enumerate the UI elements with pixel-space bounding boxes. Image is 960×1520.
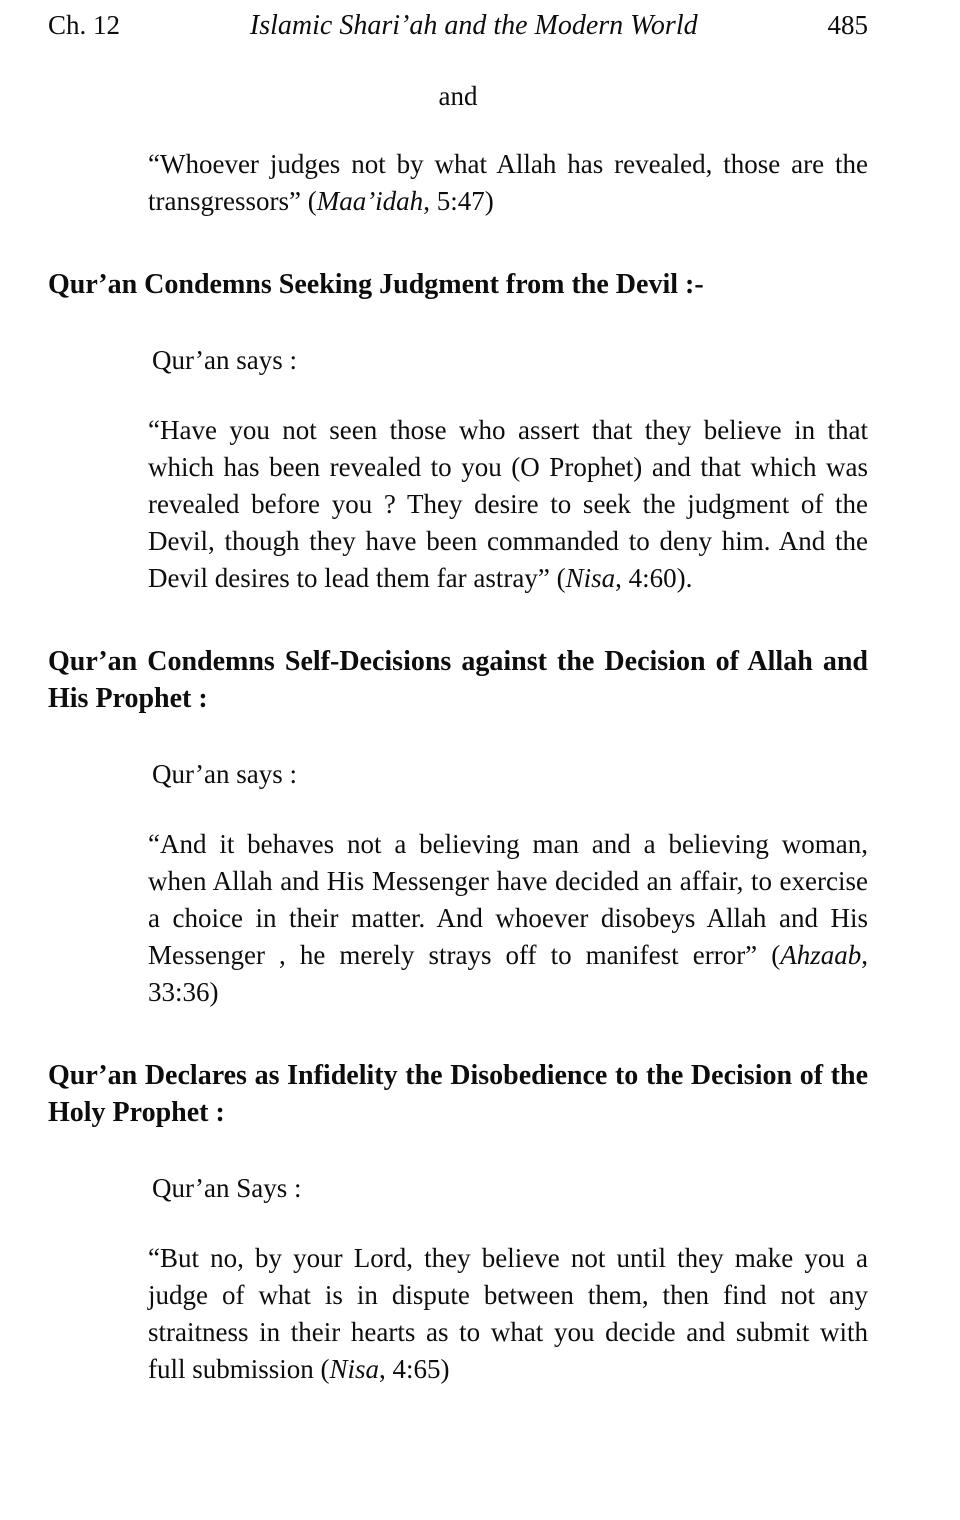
page-number: 485	[827, 10, 868, 40]
quran-says-label: Qur’an Says :	[152, 1173, 302, 1203]
connector-word: and	[438, 81, 478, 111]
quote-source: Nisa	[329, 1354, 380, 1384]
section-heading-devil: Qur’an Condemns Seeking Judgment from the Devil :-	[48, 269, 704, 300]
quote-ref: , 4:65)	[379, 1354, 450, 1384]
quote-text: “Have you not seen those who assert that they believe in that which has been revealed to you (O Prophet) and that which was revealed before you ? They desire to seek the judgment of the Devil, though they have been commanded to deny him. And the Devil desires to lead them far astray” (	[148, 415, 868, 593]
section-heading-self-decisions: Qur’an Condemns Self-Decisions against the Decision of Allah and His Prophet :	[48, 646, 868, 714]
page-header	[48, 8, 868, 43]
quote-text: “And it behaves not a believing man and a believing woman, when Allah and His Messenger have decided an affair, to exercise a choice in their matter. And whoever disobeys Allah and His Messenger , he merely strays off to manifest error” (	[148, 829, 868, 970]
quran-quote-ahzaab-33-36	[148, 826, 868, 1011]
quote-ref: , 5:47)	[423, 186, 494, 216]
quran-quote-nisa-4-60	[148, 412, 868, 597]
quote-text: “Whoever judges not by what Allah has revealed, those are the transgressors” (	[148, 149, 868, 216]
quote-ref: , 4:60).	[615, 563, 693, 593]
quote-ref: , 33:36)	[148, 940, 868, 1007]
quote-source: Nisa	[565, 563, 616, 593]
quote-source: Ahzaab	[780, 940, 862, 970]
quran-says-label: Qur’an says :	[152, 759, 297, 789]
quote-source: Maa’idah	[316, 186, 424, 216]
quran-says-label: Qur’an says :	[152, 345, 297, 375]
quran-quote-nisa-4-65	[148, 1240, 868, 1388]
chapter-label: Ch. 12	[48, 10, 121, 40]
quote-text: “But no, by your Lord, they believe not until they make you a judge of what is in dispute between them, then find not any straitness in their hearts as to what you decide and submit with full submission (	[148, 1243, 868, 1384]
section-heading-infidelity: Qur’an Declares as Infidelity the Disobedience to the Decision of the Holy Prophet :	[48, 1060, 868, 1128]
running-title: Islamic Shari’ah and the Modern World	[249, 10, 698, 41]
intro-quote	[148, 146, 868, 220]
